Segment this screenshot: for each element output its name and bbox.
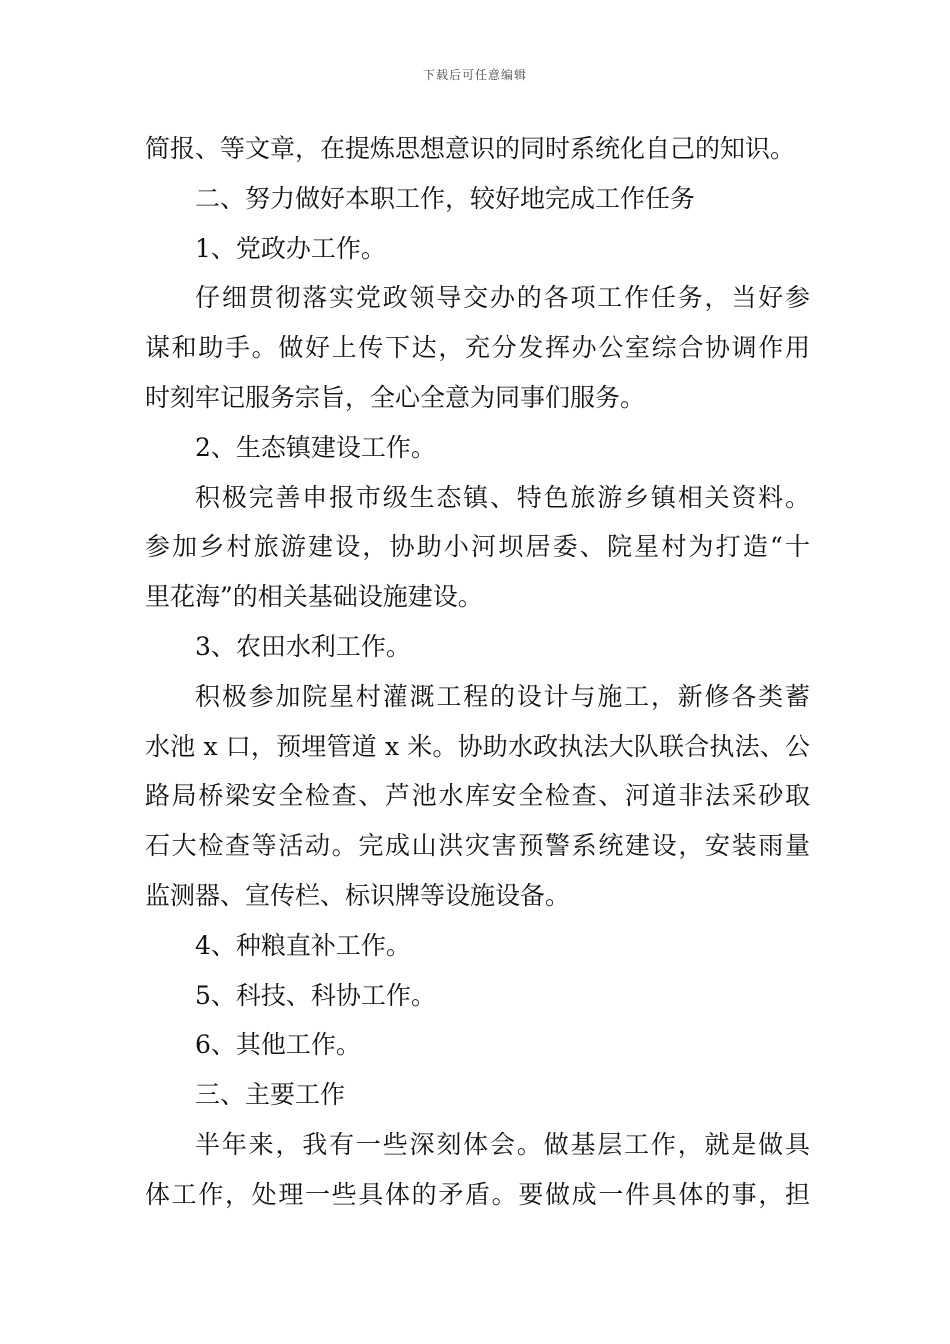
text-line: 简报、等文章，在提炼思想意识的同时系统化自己的知识。: [145, 134, 796, 163]
text-line: 体工作，处理一些具体的矛盾。要做成一件具体的事，担: [145, 1179, 810, 1209]
text-line: 2、生态镇建设工作。: [195, 432, 436, 462]
document-body: [145, 124, 810, 1220]
text-line: 三、主要工作: [195, 1080, 346, 1110]
text-line: 6、其他工作。: [195, 1030, 361, 1060]
text-line: 水池 x 口，预埋管道 x 米。协助水政执法大队联合执法、公: [145, 731, 810, 761]
text-line: 路局桥梁安全检查、芦池水库安全检查、河道非法采砂取: [145, 781, 810, 811]
text-line: 半年来，我有一些深刻体会。做基层工作，就是做具: [195, 1129, 810, 1159]
text-line: 二、努力做好本职工作，较好地完成工作任务: [195, 183, 696, 213]
text-line: 仔细贯彻落实党政领导交办的各项工作任务，当好参: [195, 283, 810, 313]
text-line: 里花海”的相关基础设施建设。: [145, 582, 483, 612]
text-line: 1、党政办工作。: [195, 233, 386, 263]
text-line: 谋和助手。做好上传下达，充分发挥办公室综合协调作用: [145, 333, 810, 363]
text-line: 监测器、宣传栏、标识牌等设施设备。: [145, 880, 571, 910]
page-header: 下载后可任意编辑: [422, 68, 527, 82]
text-line: 参加乡村旅游建设，协助小河坝居委、院星村为打造“十: [145, 532, 810, 562]
text-line: 积极参加院星村灌溉工程的设计与施工，新修各类蓄: [195, 681, 810, 711]
text-line: 积极完善申报市级生态镇、特色旅游乡镇相关资料。: [195, 482, 810, 512]
text-line: 4、种粮直补工作。: [195, 930, 411, 960]
text-line: 石大检查等活动。完成山洪灾害预警系统建设，安装雨量: [145, 831, 810, 861]
text-line: 5、科技、科协工作。: [195, 980, 436, 1010]
text-line: 时刻牢记服务宗旨，全心全意为同事们服务。: [145, 382, 646, 412]
text-line: 3、农田水利工作。: [195, 631, 411, 661]
